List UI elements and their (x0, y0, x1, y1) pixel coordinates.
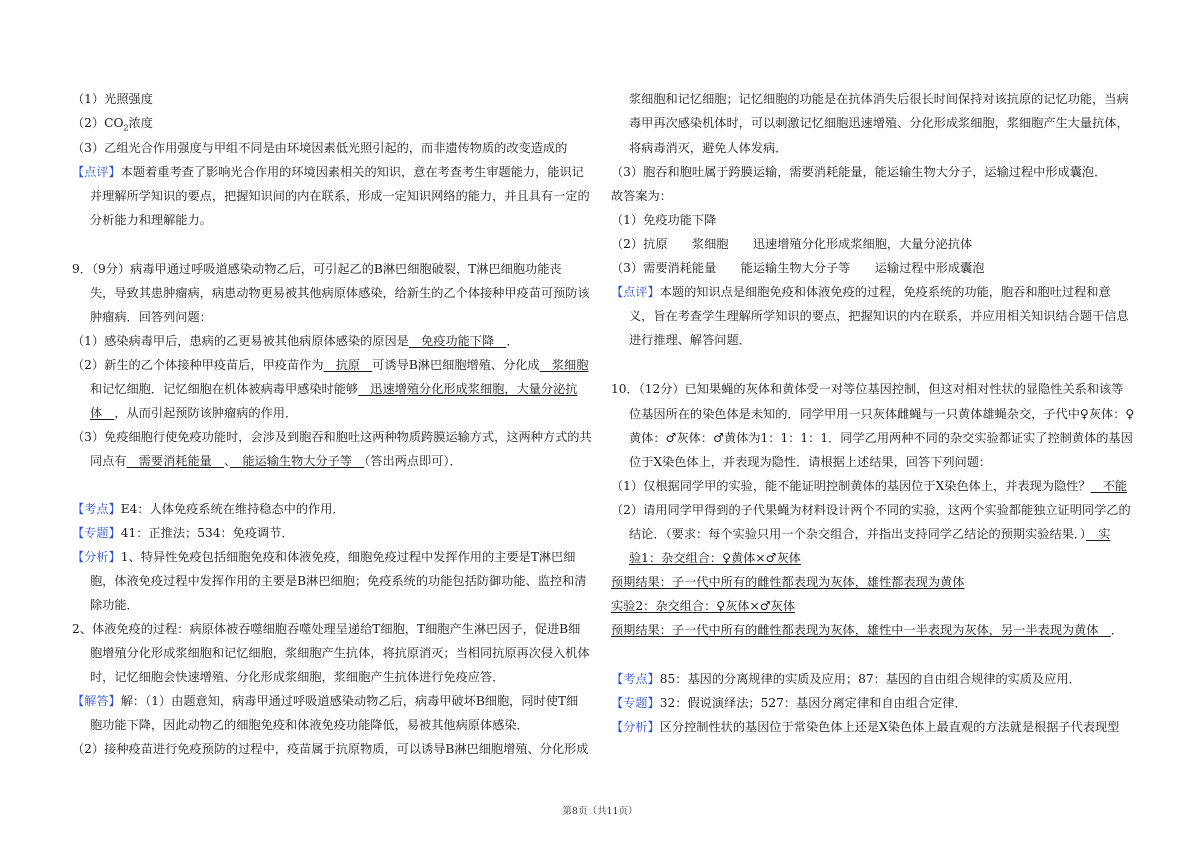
analysis-line-4: 2、体液免疫的过程：病原体被吞噬细胞吞噬处理呈递给T细胞，T细胞产生淋巴因子，促进B细 (72, 622, 581, 636)
analysis-line-3: 除功能． (90, 598, 139, 612)
knowledge-point: 【考点】85：基因的分离规律的实质及应用；87：基因的自由组合规律的实质及应用． (611, 672, 1081, 686)
answer-blank: 能运输生物大分子等 (230, 454, 365, 468)
answer-blank: 迅速增殖分化形成浆细胞，大量分泌抗 (358, 382, 578, 396)
review-line-3: 进行推理、解答问题． (629, 333, 751, 347)
comment-line-1: 【点评】本题着重考查了影响光合作用的环境因素相关的知识，意在考查考生审题能力，能识记 (72, 165, 584, 179)
solution-line-2: 胞功能下降，因此动物乙的细胞免疫和体液免疫功能降低，易被其他病原体感染． (90, 718, 529, 732)
analysis-line-6: 时，记忆细胞会快速增殖、分化形成浆细胞，浆细胞产生抗体进行免疫应答． (90, 670, 505, 684)
solution-tag: 【解答】 (72, 694, 121, 708)
final-answer-label: 故答案为： (611, 189, 672, 203)
analysis-tag: 【分析】 (72, 550, 121, 564)
question-9-stem-2: 失，导致其患肿瘤病，病患动物更易被其他病原体感染，给新生的乙个体接种甲疫苗可预防该 (90, 286, 590, 300)
analysis-line-1: 【分析】区分控制性状的基因位于常染色体上还是X染色体上最直观的方法就是根据子代表现型 (611, 720, 1120, 734)
question-9-stem-3: 肿瘤病．回答列问题： (90, 310, 212, 324)
answer-line-3: （3）乙组光合作用强度与甲组不同是由环境因素低光照引起的，而非遗传物质的改变造成的 (72, 141, 568, 155)
question-9-part-2b: 和记忆细胞．记忆细胞在机体被病毒甲感染时能够 迅速增殖分化形成浆细胞，大量分泌抗 (90, 382, 578, 396)
question-9-part-1: （1）感染病毒甲后，患病的乙更易被其他病原体感染的原因是 免疫功能下降 ． (72, 334, 519, 348)
knowledge-point: 【考点】E4：人体免疫系统在维持稳态中的作用． (72, 502, 345, 516)
topic: 【专题】32：假说演绎法；527：基因分离定律和自由组合定律． (611, 696, 967, 710)
analysis-tag: 【分析】 (611, 720, 660, 734)
question-9-part-3a: （3）免疫细胞行使免疫功能时，会涉及到胞吞和胞吐这两种物质跨膜运输方式，这两种方式的共 (72, 430, 592, 444)
answer-experiment-2: 实验2：杂交组合：♀灰体×♂灰体 (611, 599, 796, 613)
review-line-2: 义，旨在考查学生理解所学知识的要点，把握知识的内在联系，并应用相关知识结合题干信息 (629, 309, 1129, 323)
answer-expected-2: 预期结果：子一代中所有的雌性都表现为灰体，雄性中一半表现为灰体，另一半表现为黄体 ． (611, 623, 1123, 637)
answer-blank: 需要消耗能量 (126, 454, 225, 468)
topic-tag: 【专题】 (611, 696, 660, 710)
question-10-stem-4: 位于X染色体上，并表现为隐性．请根据上述结果，回答下列问题： (629, 455, 992, 469)
question-9-part-2a: （2）新生的乙个体接种甲疫苗后，甲疫苗作为 抗原 可诱导B淋巴细胞增殖、分化成 浆细胞 (72, 358, 589, 372)
answer-blank: 体 (90, 406, 115, 420)
solution-cont-4: （3）胞吞和胞吐属于跨膜运输，需要消耗能量，能运输生物大分子，运输过程中形成囊泡． (611, 165, 1107, 179)
review-tag: 【点评】 (611, 285, 660, 299)
answer-blank: 实 (1086, 527, 1111, 541)
topic: 【专题】41：正推法；534：免疫调节． (72, 526, 294, 540)
answer-blank: 免疫功能下降 (408, 334, 507, 348)
analysis-line-1: 【分析】1、特异性免疫包括细胞免疫和体液免疫，细胞免疫过程中发挥作用的主要是T淋巴细 (72, 550, 576, 564)
final-answer-1: （1）免疫功能下降 (611, 213, 717, 227)
solution-cont-3: 将病毒消灭，避免人体发病． (629, 141, 788, 155)
knowledge-tag: 【考点】 (72, 502, 121, 516)
answer-blank: 不能 (1090, 479, 1128, 493)
solution-line-1: 【解答】解：（1）由题意知，病毒甲通过呼吸道感染动物乙后，病毒甲破坏B细胞，同时使T细 (72, 694, 579, 708)
comment-line-3: 分析能力和理解能力。 (90, 213, 212, 227)
comment-line-2: 并理解所学知识的要点，把握知识间的内在联系，形成一定知识网络的能力，并且具有一定的 (90, 189, 590, 203)
answer-line-1: （1）光照强度 (72, 92, 153, 106)
question-10-part-2a: （2）请用同学甲得到的子代果蝇为材料设计两个不同的实验，这两个实验都能独立证明同学乙的 (611, 503, 1131, 517)
analysis-line-2: 胞，体液免疫过程中发挥作用的主要是B淋巴细胞；免疫系统的功能包括防御功能、监控和清 (90, 574, 587, 588)
review-line-1: 【点评】本题的知识点是细胞免疫和体液免疫的过程，免疫系统的功能，胞吞和胞吐过程和意 (611, 285, 1111, 299)
question-9-part-2c: 体 ，从而引起预防该肿瘤病的作用． (90, 406, 298, 420)
question-10-stem-3: 黄体：♂灰体：♂黄体为1：1：1：1．同学乙用两种不同的杂交实验都证实了控制黄体的基因 (629, 431, 1133, 445)
comment-tag: 【点评】 (72, 165, 121, 179)
analysis-line-5: 胞增殖分化形成浆细胞和记忆细胞，浆细胞产生抗体，将抗原消灭；当相同抗原再次侵入机体 (90, 646, 590, 660)
question-9-part-3b: 同点有 需要消耗能量 、 能运输生物大分子等 （答出两点即可）． (90, 454, 462, 468)
answer-experiment-1: 验1：杂交组合：♀黄体×♂灰体 (629, 551, 801, 565)
page-footer: 第8页（共11页） (562, 806, 638, 817)
answer-expected-1: 预期结果：子一代中所有的雌性都表现为灰体，雄性都表现为黄体 (611, 575, 965, 589)
solution-line-3: （2）接种疫苗进行免疫预防的过程中，疫苗属于抗原物质，可以诱导B淋巴细胞增殖、分化形成 (72, 742, 589, 756)
answer-blank: 浆细胞 (539, 358, 589, 372)
solution-cont-1: 浆细胞和记忆细胞；记忆细胞的功能是在抗体消失后很长时间保持对该抗原的记忆功能，当病 (629, 92, 1129, 106)
question-9-stem-1: 9．（9分）病毒甲通过呼吸道感染动物乙后，可引起乙的B淋巴细胞破裂，T淋巴细胞功能丧 (72, 262, 562, 276)
question-10-part-1: （1）仅根据同学甲的实验，能不能证明控制黄体的基因位于X染色体上，并表现为隐性？ 不能 (611, 479, 1128, 493)
knowledge-tag: 【考点】 (611, 672, 660, 686)
question-10-stem-1: 10．（12分）已知果蝇的灰体和黄体受一对等位基因控制，但这对相对性状的显隐性关系和该等 (611, 382, 1124, 396)
final-answer-2: （2）抗原 浆细胞 迅速增殖分化形成浆细胞，大量分泌抗体 (611, 237, 973, 251)
question-10-part-2b: 结论．（要求：每个实验只用一个杂交组合，并指出支持同学乙结论的预期实验结果．） 实 (629, 527, 1111, 541)
answer-line-2: $(2)CO_2$浓度 (72, 116, 153, 133)
final-answer-3: （3）需要消耗能量 能运输生物大分子等 运输过程中形成囊泡 (611, 261, 985, 275)
topic-tag: 【专题】 (72, 526, 121, 540)
answer-blank: 抗原 (323, 358, 373, 372)
solution-cont-2: 毒甲再次感染机体时，可以刺激记忆细胞迅速增殖、分化形成浆细胞，浆细胞产生大量抗体， (629, 116, 1129, 130)
question-10-stem-2: 位基因所在的染色体是未知的．同学甲用一只灰体雌蝇与一只黄体雄蝇杂交，子代中♀灰体：♀ (629, 407, 1135, 421)
